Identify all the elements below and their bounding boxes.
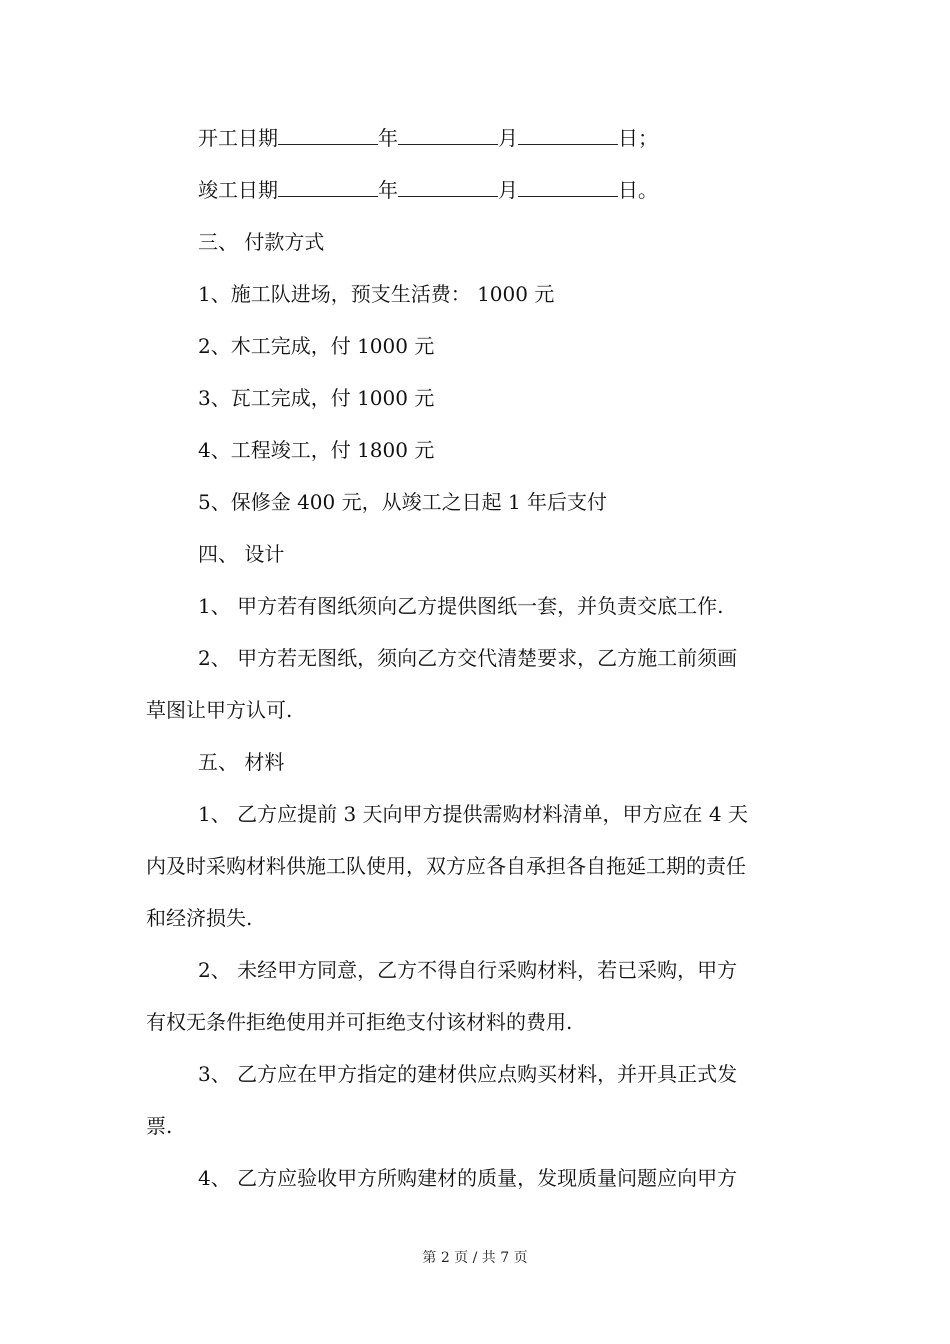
end-date-line xyxy=(198,177,658,203)
year-blank xyxy=(278,126,378,145)
payment-item-4: 4、工程竣工，付 1800 元 xyxy=(198,438,435,462)
payment-item-5: 5、保修金 400 元，从竣工之日起 1 年后支付 xyxy=(198,490,608,514)
material-item-3-line-2: 票. xyxy=(146,1114,173,1138)
material-item-4-line-1: 4、 乙方应验收甲方所购建材的质量，发现质量问题应向甲方 xyxy=(198,1166,738,1190)
material-item-1-line-3: 和经济损失. xyxy=(146,906,253,930)
page-footer: 第 2 页 / 共 7 页 xyxy=(422,1250,528,1266)
section-5-heading: 五、 材料 xyxy=(198,750,285,774)
day-blank xyxy=(518,178,618,197)
month-blank xyxy=(398,126,498,145)
month-label: 月 xyxy=(498,178,518,202)
day-blank xyxy=(518,126,618,145)
material-item-1-line-1: 1、 乙方应提前 3 天向甲方提供需购材料清单，甲方应在 4 天 xyxy=(198,802,748,826)
day-label: 日； xyxy=(618,126,658,150)
section-3-heading: 三、 付款方式 xyxy=(198,230,325,254)
design-item-2-line-1: 2、 甲方若无图纸，须向乙方交代清楚要求，乙方施工前须画 xyxy=(198,646,738,670)
design-item-2-line-2: 草图让甲方认可. xyxy=(146,698,293,722)
day-label: 日。 xyxy=(618,178,658,202)
section-4-heading: 四、 设计 xyxy=(198,542,285,566)
design-item-1: 1、 甲方若有图纸须向乙方提供图纸一套，并负责交底工作. xyxy=(198,594,724,618)
year-blank xyxy=(278,178,378,197)
month-blank xyxy=(398,178,498,197)
end-date-label: 竣工日期 xyxy=(198,178,278,202)
start-date-label: 开工日期 xyxy=(198,126,278,150)
month-label: 月 xyxy=(498,126,518,150)
material-item-2-line-1: 2、 未经甲方同意，乙方不得自行采购材料，若已采购，甲方 xyxy=(198,958,738,982)
payment-item-1: 1、施工队进场，预支生活费： 1000 元 xyxy=(198,282,555,306)
start-date-line xyxy=(198,125,658,151)
payment-item-2: 2、木工完成，付 1000 元 xyxy=(198,334,435,358)
material-item-1-line-2: 内及时采购材料供施工队使用，双方应各自承担各自拖延工期的责任 xyxy=(146,854,746,878)
year-label: 年 xyxy=(378,178,398,202)
material-item-2-line-2: 有权无条件拒绝使用并可拒绝支付该材料的费用. xyxy=(146,1010,573,1034)
payment-item-3: 3、瓦工完成，付 1000 元 xyxy=(198,386,435,410)
year-label: 年 xyxy=(378,126,398,150)
material-item-3-line-1: 3、 乙方应在甲方指定的建材供应点购买材料，并开具正式发 xyxy=(198,1062,738,1086)
